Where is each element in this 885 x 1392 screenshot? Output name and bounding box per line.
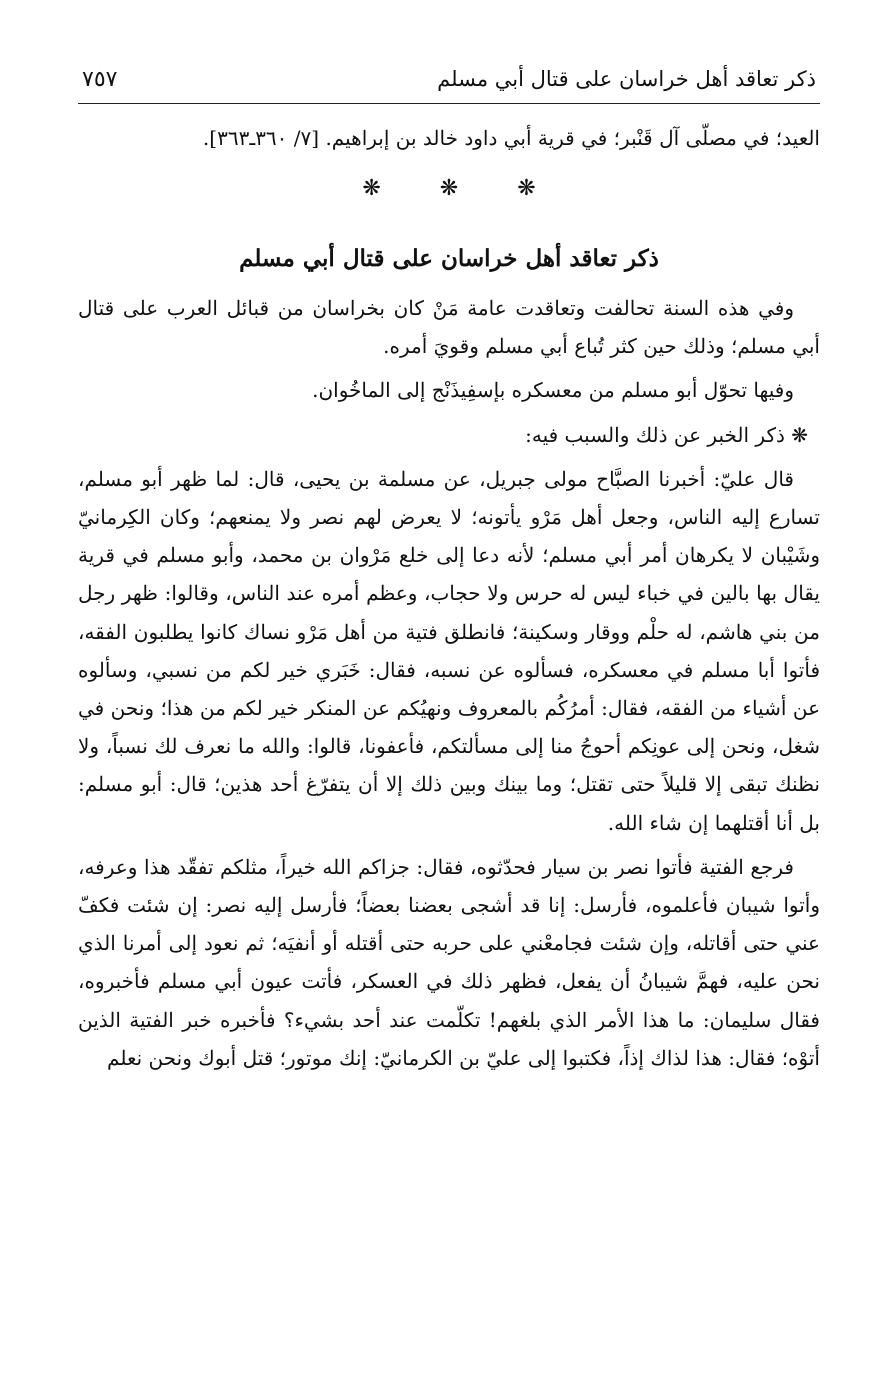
continuation-text: العيد؛ في مصلّى آل قَنْبر؛ في قرية أبي داود خالد بن إبراهيم. [٧/ ٣٦٠ـ٣٦٣].: [202, 126, 820, 150]
paragraph: وفي هذه السنة تحالفت وتعاقدت عامة مَنْ كان بخراسان من قبائل العرب على قتال أبي مسلم؛ وذلك حين كثر تُباع أبي مسلم وقويَ أمره.: [78, 296, 820, 359]
paragraph: وفيها تحوّل أبو مسلم من معسكره بإسفِيذَنْج إلى الماخُوان.: [312, 378, 794, 403]
page-number: ٧٥٧: [82, 67, 118, 92]
running-header: [78, 58, 820, 104]
paragraph: قال عليّ: أخبرنا الصبَّاح مولى جبريل، عن مسلمة بن يحيى، قال: لما ظهر أبو مسلم، تسارع إليه الناس، وجعل أهل مَرْو يأتونه؛ لا يعرض لهم نصر ولا يمنعهم؛ وكان الكِرمانيّ وشَيْبان لا يكرهان أمر أبي مسلم؛ لأنه دعا إلى خلع مَرْوان بن محمد، وأبو مسلم في قرية يقال بها بالين في خباء ليس له حرس ولا حجاب، وعظم أمره عند الناس، وقالوا: ظهر رجل من بني هاشم، له حلْم ووقار وسكينة؛ فانطلق فتية من أهل مَرْو نساك كانوا يطلبون الفقه، فأتوا أبا مسلم في معسكره، فسألوه عن نسبه، فقال: خَبَري خير لكم من نسبي، وسألوه عن أشياء من الفقه، فقال: أمرُكُم بالمعروف ونهيُكم عن المنكر خير لكم من هذا؛ ونحن في شغل، ونحن إلى عونِكم أحوجُ منا إلى مسألتكم، فأعفونا، قالوا: والله ما نعرف لك نسباً، ولا نظنك تبقى إلا قليلاً حتى تقتل؛ وما بينك وبين ذلك إلا أن يتفرّغ أحد هذين؛ قال: أبو مسلم: بل أنا أقتلهما إن شاء الله.: [78, 466, 821, 835]
running-title: ذكر تعاقد أهل خراسان على قتال أبي مسلم: [437, 67, 816, 91]
section-title: ذكر تعاقد أهل خراسان على قتال أبي مسلم: [239, 245, 659, 272]
section-divider-ornament: ❋ ❋ ❋: [362, 176, 562, 201]
subheading-paragraph: ❋ ذكر الخبر عن ذلك والسبب فيه:: [525, 422, 808, 447]
book-page: [78, 58, 820, 1083]
paragraph: فرجع الفتية فأتوا نصر بن سيار فحدّثوه، فقال: جزاكم الله خيراً، مثلكم تفقّد هذا وعرفه، وأتوا شيبان فأعلموه، فأرسل: إنا قد أشجى بعضنا بعضاً؛ فأرسل إليه نصر: إن شئت فكفّ عني حتى أقاتله، وإن شئت فجامعْني على حربه حتى أقتله أو أنفيَه؛ ثم نعود إلى أمرنا الذي نحن عليه، فهمَّ شيبانُ أن يفعل، فظهر ذلك في العسكر، فأتت عيون أبي مسلم فأخبروه، فقال سليمان: ما هذا الأمر الذي بلغهم! تكلّمت عند أحد بشيء؟ فأخبره خبر الفتية الذين أتوْه؛ فقال: هذا لذاك إذاً، فكتبوا إلى عليّ بن الكرمانيّ: إنك موتور؛ قتل أبوك ونحن نعلم: [78, 854, 820, 1070]
